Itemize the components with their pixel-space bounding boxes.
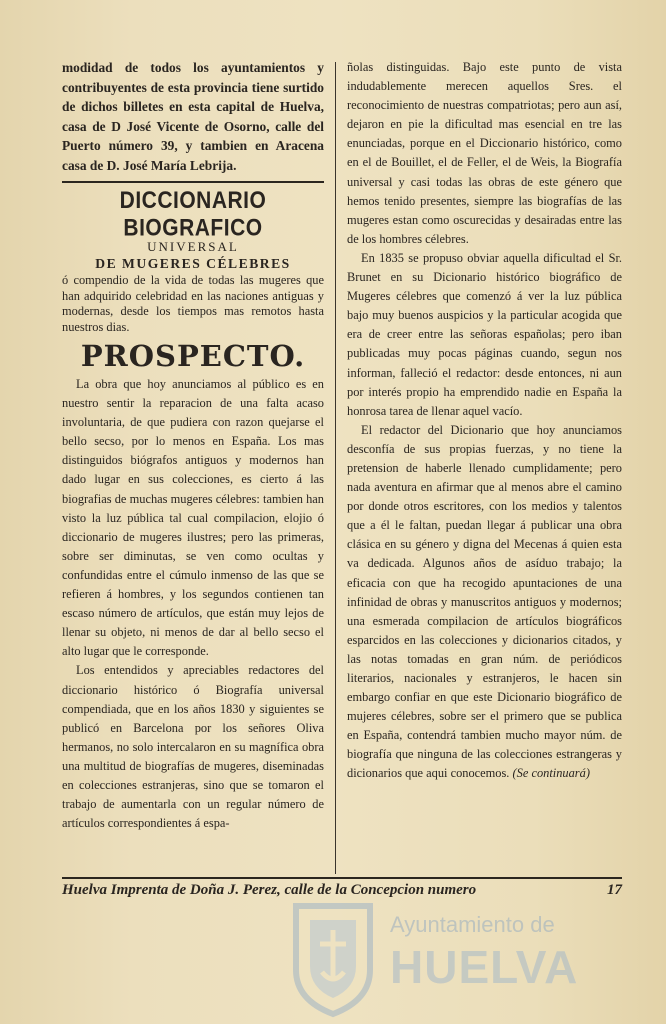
- dictionary-mugeres: DE MUGERES CÉLEBRES: [95, 256, 291, 271]
- section-divider: [62, 181, 324, 183]
- prospecto-heading: PROSPECTO.: [80, 339, 306, 373]
- dictionary-title: DICCIONARIO BIOGRAFICO: [119, 187, 267, 242]
- left-column: [62, 58, 324, 833]
- right-paragraph-2: En 1835 se propuso obviar aquella dificultad el Sr. Brunet en su Dicionario histórico biográfico de Mugeres célebres que comenzó á ver la luz pública bajo muy buenos auspicios y la particular acogida que era de creer entre las señoras españolas; pero iban publicadas muy pocas páginas cuando, segun nos informan, falleció el redactor: desde entonces, ni aun por interés propio ha emprendido nadie en España la honrosa tarea de llenar aquel vacío.: [347, 250, 622, 418]
- right-paragraph-1: ñolas distinguidas. Bajo este punto de vista indudablemente merecen aquellos Sres. el reconocimiento de nuestras compatriotas; pero aun así, dejaron en pie la dificultad mas esencial en tre las enunciadas, porque en el Diccionario histórico, como en el de Bouillet, el de Feller, el de Weis, la Biografía universal y casi todas las obras de este género que hemos tenido presentes, siempre las biografías de las mugeres estan como oscurecidas y desairadas entre las de los hombres célebres.: [347, 60, 622, 246]
- page-footer: [62, 877, 622, 899]
- dictionary-universal: UNIVERSAL: [147, 239, 239, 254]
- column-divider: [335, 62, 336, 874]
- watermark: [258, 900, 658, 1020]
- left-paragraph-1: La obra que hoy anunciamos al público es en nuestro sentir la reparacion de una falta acaso involuntaria, de que pudiera con razon quejarse el bello secso, por lo menos en España. Los mas distinguidos biógrafos antiguos y modernos han dado lugar en sus colecciones, es cierto á las biografias de muchas mugeres célebres: tambien han visto la luz pública tal cual compilacion, elojio ó diccionario de mugeres ilustres; pero las primeras, sobre ser diminutas, se ven como ocultas y confundidas entre el cúmulo inmenso de las que se refieren á hombres, y los segundos contienen tan escaso número de artículos, que están muy lejos de llenar su objeto, ni menos de dar al bello secso el alto lugar que le corresponde.: [62, 377, 324, 659]
- dictionary-subtitle: ó compendio de la vida de todas las mugeres que han adquirido celebridad en las naciones antiguas y modernas, desde los tiempos mas remotos hasta nuestros dias.: [62, 273, 324, 334]
- footer-line: [62, 882, 622, 899]
- footer-rule: [62, 877, 622, 879]
- city-shield-icon: [288, 900, 378, 1018]
- footer-imprint: Huelva Imprenta de Doña J. Perez, calle de la Concepcion numero: [62, 881, 477, 898]
- continue-note: (Se continuará): [512, 766, 590, 781]
- right-paragraph-3-text: El redactor del Dicionario que hoy anunciamos desconfía de sus propias fuerzas, y no tiene la pretension de haberle llenado cumplidamente; pero nada aventura en afirmar que al menos abre el camino por donde otros escritores, con los medios y talentos que a él le faltan, puedan llegar á publicar una obra clásica en su género y digna del Mecenas á quien esta va dedicada. Algunos años de asíduo trabajo; la eficacia con que ha recogido apuntaciones de una infinidad de obras y manuscritos antiguos y modernos; una esmerada compilacion de artículos biográficos esparcidos en las colecciones y dicionarios citados, y las notas tomadas en gran núm. de periódicos literarios, nacionales y estranjeros, le hacen sin embargo confiar en que este Dicionario biográfico de mujeres célebres, sobre ser el primero que se publica en España, contendrá tambien mucho mayor núm. de biografía que ninguna de las colecciones estrangeras y dicionarios que aqui conocemos.: [347, 422, 622, 781]
- watermark-line-1: Ayuntamiento de: [390, 912, 555, 937]
- page-number: 17: [607, 881, 622, 898]
- right-column: [347, 58, 622, 784]
- right-paragraph-3: [347, 421, 622, 784]
- watermark-line-2: HUELVA: [390, 941, 579, 993]
- left-paragraph-2: Los entendidos y apreciables redactores del diccionario histórico ó Biografía universal compendiada, que en los años 1830 y siguientes se publicó en Barcelona por los señores Oliva hermanos, no solo intercalaron en su magnífica obra una multitud de biografías de mugeres, diseminadas en colecciones estranjeras, sino que se tomaron el trabajo de aumentarla con un regular número de artículos correspondientes á espa-: [62, 663, 324, 831]
- top-notice: modidad de todos los ayuntamientos y contribuyentes de esta provincia tiene surtido de dichos billetes en esta capital de Huelva, casa de D José Vicente de Osorno, calle del Puerto número 39, y tambien en Aracena casa de D. José María Lebrija.: [62, 60, 324, 173]
